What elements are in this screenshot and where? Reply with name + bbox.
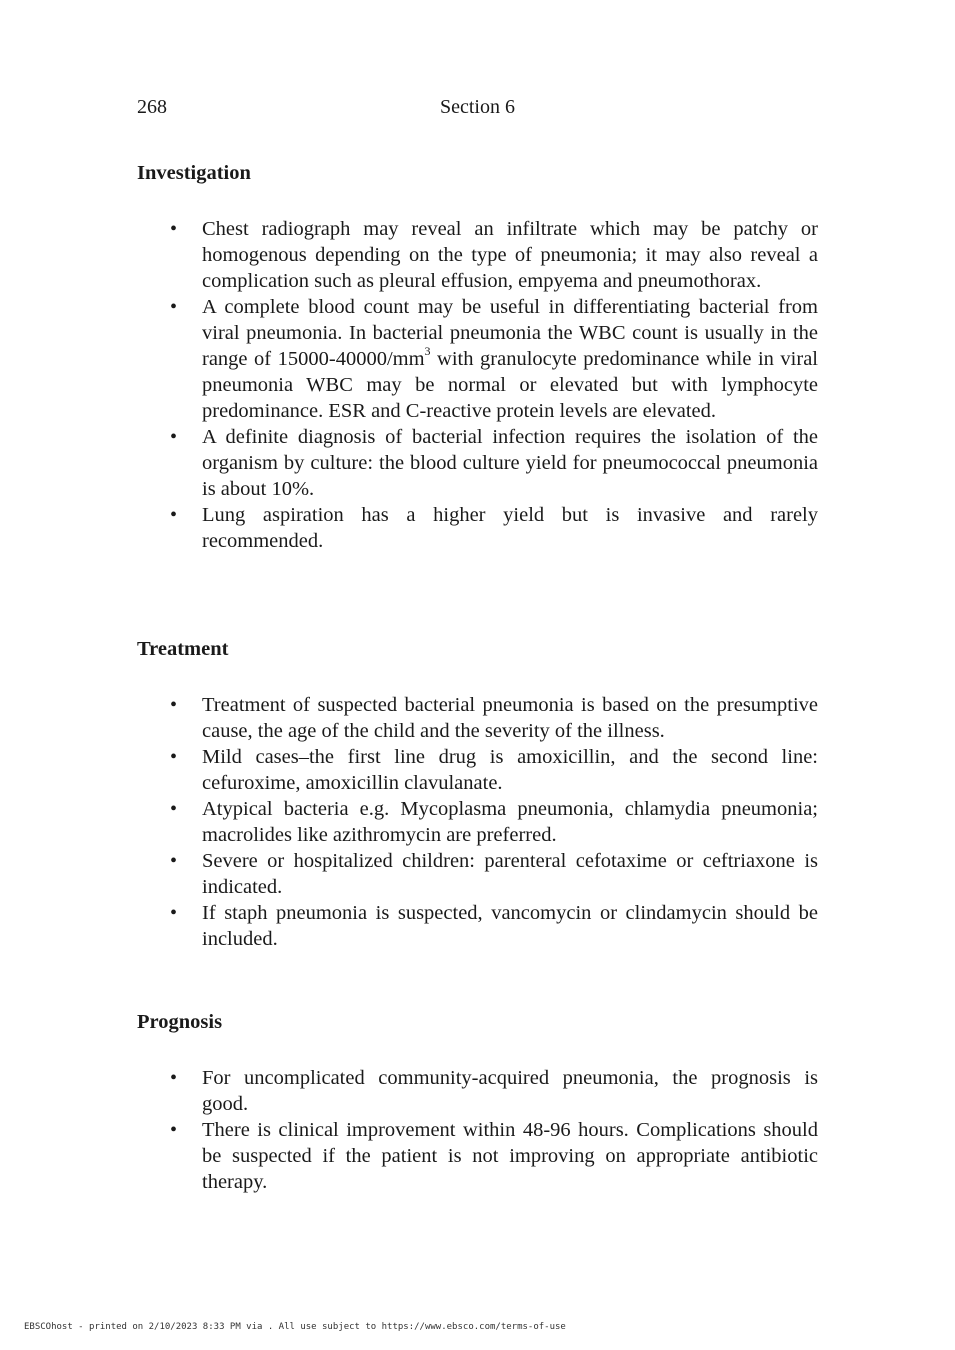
bullet-icon: • xyxy=(170,850,178,872)
treatment-heading: Treatment xyxy=(137,638,229,660)
bullet-icon: • xyxy=(170,746,178,768)
investigation-heading: Investigation xyxy=(137,162,251,184)
list-item: • Atypical bacteria e.g. Mycoplasma pneumonia, chlamydia pneumonia; macrolides like azithromycin are preferred. xyxy=(170,798,818,846)
bullet-icon: • xyxy=(170,694,178,716)
footer-note: EBSCOhost - printed on 2/10/2023 8:33 PM via . All use subject to https://www.ebsco.com/terms-of-use xyxy=(24,1322,566,1332)
bullet-icon: • xyxy=(170,426,178,448)
bullet-icon: • xyxy=(170,218,178,240)
bullet-icon: • xyxy=(170,504,178,526)
list-item: • Lung aspiration has a higher yield but is invasive and rarely recommended. xyxy=(170,504,818,552)
list-item: • Severe or hospitalized children: parenteral cefotaxime or ceftriaxone is indicated. xyxy=(170,850,818,898)
list-item: • Chest radiograph may reveal an infiltrate which may be patchy or homogenous depending on the type of pneumonia; it may also reveal a complication such as pleural effusion, empyema and pneumothorax. xyxy=(170,218,818,292)
list-item: • Mild cases–the first line drug is amoxicillin, and the second line: cefuroxime, amoxicillin clavulanate. xyxy=(170,746,818,794)
list-item: • Treatment of suspected bacterial pneumonia is based on the presumptive cause, the age of the child and the severity of the illness. xyxy=(170,694,818,742)
treatment-list xyxy=(137,692,818,952)
list-item: • A definite diagnosis of bacterial infection requires the isolation of the organism by culture: the blood culture yield for pneumococcal pneumonia is about 10%. xyxy=(170,426,818,500)
bullet-icon: • xyxy=(170,902,178,924)
list-item: • There is clinical improvement within 48-96 hours. Complications should be suspected if the patient is not improving on appropriate antibiotic therapy. xyxy=(170,1119,818,1193)
list-item: • A complete blood count may be useful in differentiating bacterial from viral pneumonia. In bacterial pneumonia the WBC count is usually in the range of $15000-40000/mm^3$ with granulocyte predominance while in viral pneumonia WBC may be normal or elevated but with lymphocyte predominance. ESR and C-reactive protein levels are elevated. xyxy=(170,296,818,422)
list-item: • If staph pneumonia is suspected, vancomycin or clindamycin should be included. xyxy=(170,902,818,950)
prognosis-heading: Prognosis xyxy=(137,1011,223,1033)
bullet-icon: • xyxy=(170,296,178,318)
bullet-icon: • xyxy=(170,798,178,820)
running-head: Section 6 xyxy=(440,96,515,118)
page-number: 268 xyxy=(137,96,167,118)
superscript: 3 xyxy=(424,344,431,359)
bullet-icon: • xyxy=(170,1119,178,1141)
list-item: • For uncomplicated community-acquired pneumonia, the prognosis is good. xyxy=(170,1067,818,1115)
prognosis-list xyxy=(137,1065,818,1195)
investigation-list xyxy=(137,216,818,554)
bullet-icon: • xyxy=(170,1067,178,1089)
